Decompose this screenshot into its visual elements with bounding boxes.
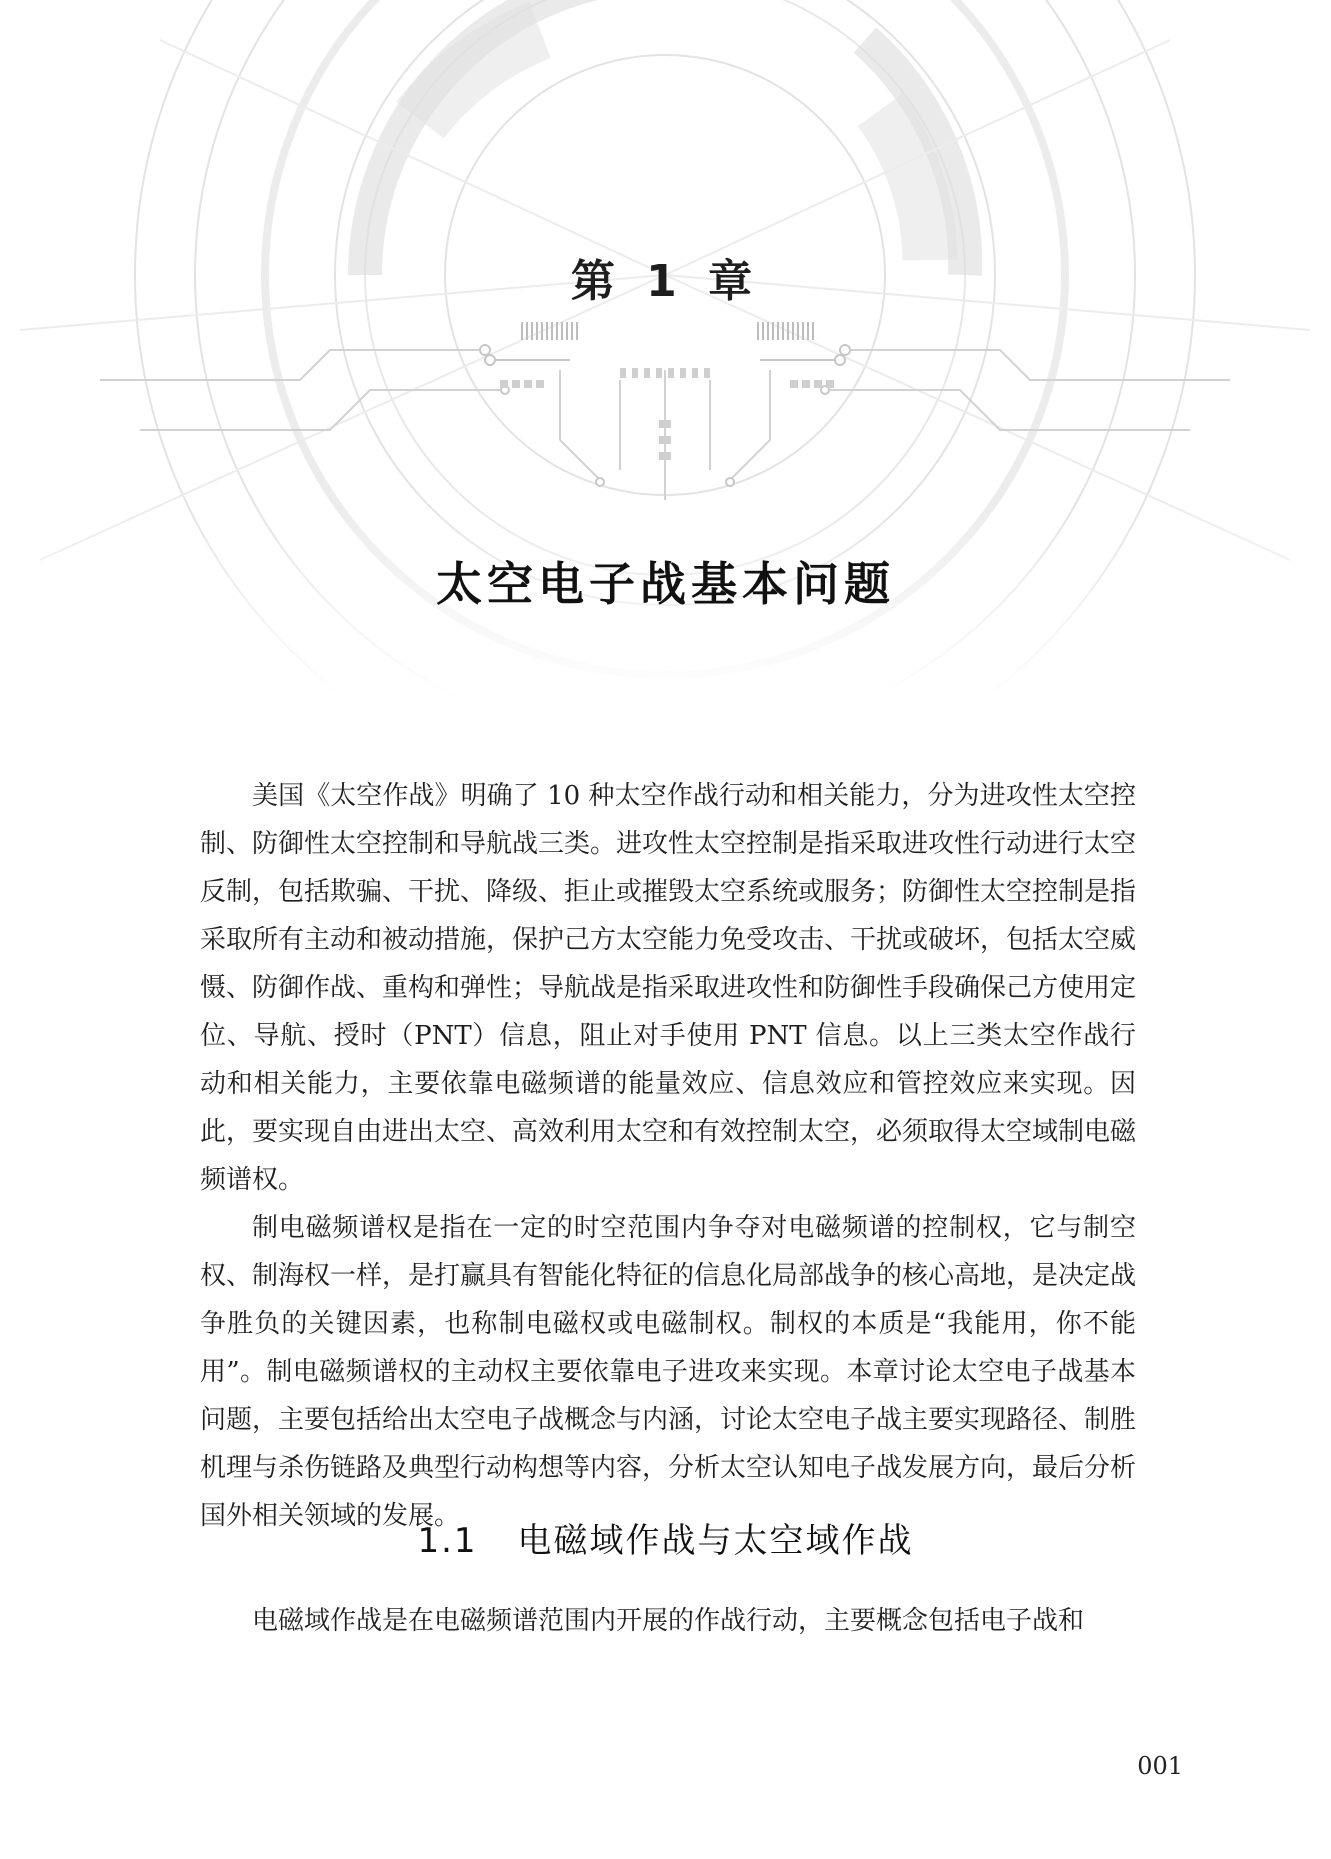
section-number: 1.1 <box>417 1521 478 1561</box>
section-body <box>200 1597 1136 1645</box>
chapter-intro <box>200 772 1136 1540</box>
section-heading <box>0 1513 1331 1562</box>
intro-paragraph-1: 美国《太空作战》明确了 10 种太空作战行动和相关能力，分为进攻性太空控制、防御性太空控制和导航战三类。进攻性太空控制是指采取进攻性行动进行太空反制，包括欺骗、干扰、降级、拒止或摧毁太空系统或服务；防御性太空控制是指采取所有主动和被动措施，保护己方太空能力免受攻击、干扰或破坏，包括太空威慑、防御作战、重构和弹性；导航战是指采取进攻性和防御性手段确保己方使用定位、导航、授时（PNT）信息，阻止对手使用 PNT 信息。以上三类太空作战行动和相关能力，主要依靠电磁频谱的能量效应、信息效应和管控效应来实现。因此，要实现自由进出太空、高效利用太空和有效控制太空，必须取得太空域制电磁频谱权。 <box>200 781 1137 1195</box>
page-number: 001 <box>1137 1752 1183 1780</box>
section-title: 电磁域作战与太空域作战 <box>517 1521 914 1561</box>
chapter-title: 太空电子战基本问题 <box>436 557 895 611</box>
intro-paragraph-2: 制电磁频谱权是指在一定的时空范围内争夺对电磁频谱的控制权，它与制空权、制海权一样，是打赢具有智能化特征的信息化局部战争的核心高地，是决定战争胜负的关键因素，也称制电磁权或电磁制权。制权的本质是“我能用，你不能用”。制电磁频谱权的主动权主要依靠电子进攻来实现。本章讨论太空电子战基本问题，主要包括给出太空电子战概念与内涵，讨论太空电子战主要实现路径、制胜机理与杀伤链路及典型行动构想等内容，分析太空认知电子战发展方向，最后分析国外相关领域的发展。 <box>200 1213 1137 1531</box>
section-paragraph-1: 电磁域作战是在电磁频谱范围内开展的作战行动，主要概念包括电子战和 <box>252 1606 1085 1636</box>
chapter-number-label: 第 1 章 <box>570 256 761 307</box>
